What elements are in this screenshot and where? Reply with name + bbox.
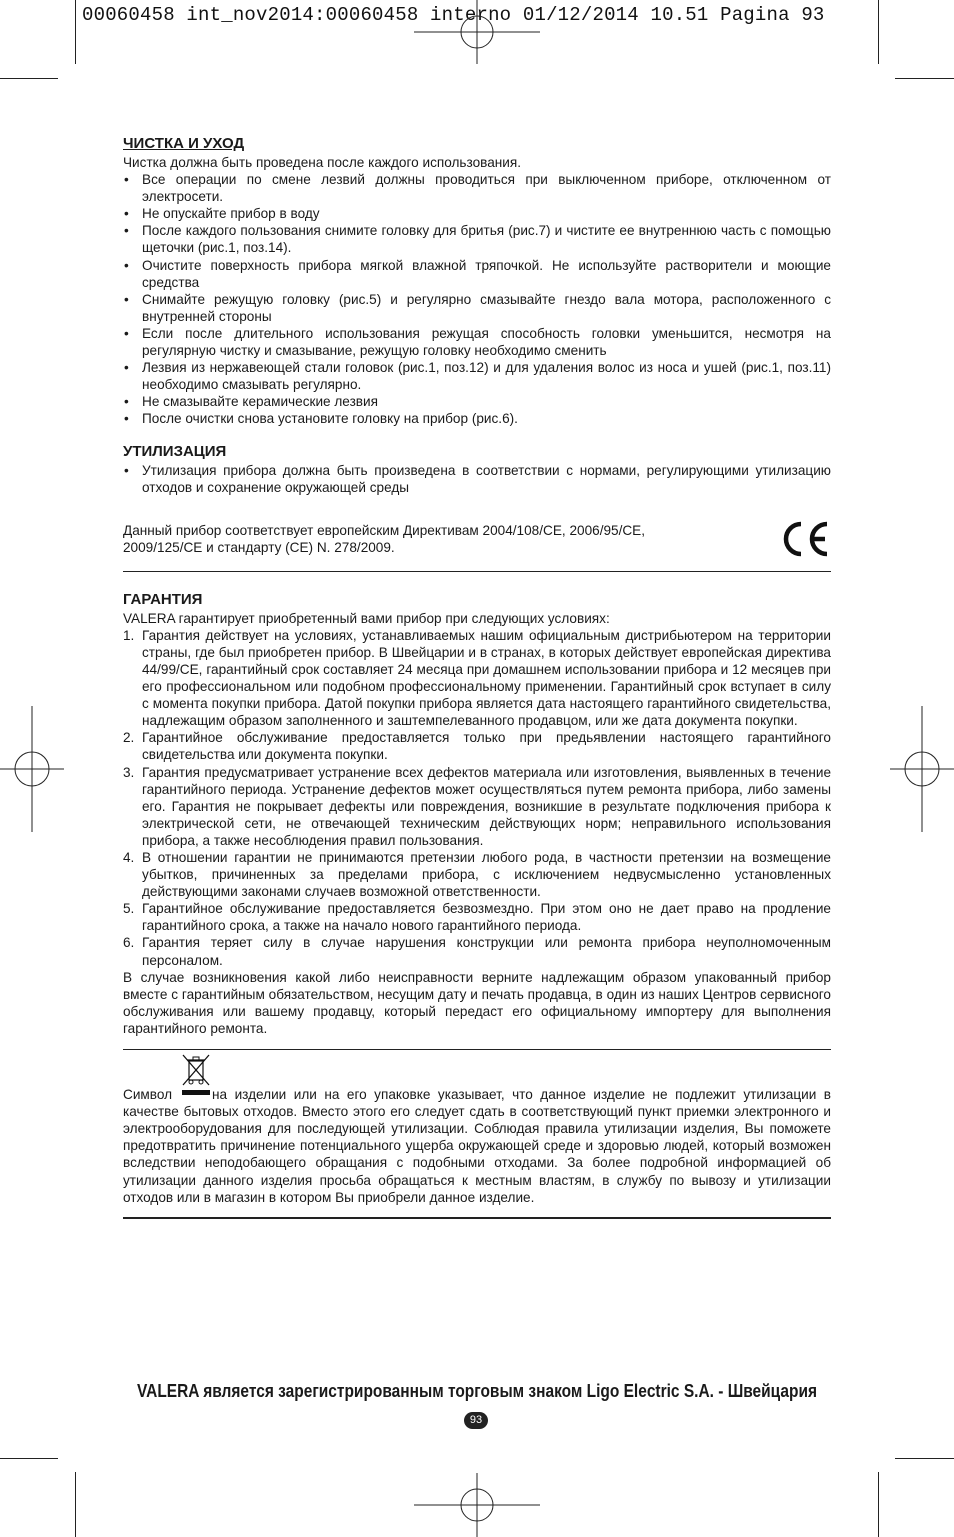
registration-mark-left bbox=[0, 706, 64, 832]
cleaning-item: • Все операции по смене лезвий должны проводиться при выключенном приборе, отключенном от электросети. bbox=[123, 171, 831, 205]
crossed-out-bin-icon bbox=[180, 1052, 212, 1096]
crop-mark-bottom-left-v bbox=[75, 1472, 76, 1537]
crop-mark-top-right-v bbox=[878, 0, 879, 64]
page-content bbox=[123, 134, 831, 1219]
cleaning-intro: Чистка должна быть проведена после каждого использования. bbox=[123, 155, 522, 170]
crop-mark-top-right-h bbox=[895, 78, 954, 79]
cleaning-list bbox=[123, 171, 831, 427]
warranty-item-text: Гарантия теряет силу в случае нарушения конструкции или ремонта прибора неуполномоченным персоналом. bbox=[142, 935, 831, 968]
disposal-section bbox=[123, 442, 831, 496]
disposal-title: УТИЛИЗАЦИЯ bbox=[123, 442, 227, 460]
warranty-item-text: Гарантийное обслуживание предоставляется безвозмездно. При этом оно не дает право на продление гарантийного срока, а также на начало нового гарантийного периода. bbox=[142, 901, 831, 934]
crop-mark-bottom-right-h bbox=[895, 1458, 954, 1459]
registration-mark-right bbox=[890, 706, 954, 832]
warranty-section bbox=[123, 590, 831, 1037]
crop-mark-top-left-v bbox=[75, 0, 76, 64]
cleaning-item: • Если после длительного использования режущая способность головки уменьшится, несмотря на регулярную чистку и смазывание, режущую головку необходимо сменить bbox=[123, 325, 831, 359]
warranty-item-number: 2. bbox=[123, 730, 135, 746]
cleaning-item: • Не смазывайте керамические лезвия bbox=[123, 393, 831, 410]
page-number-badge: 93 bbox=[464, 1412, 488, 1429]
warranty-item-number: 1. bbox=[123, 627, 135, 643]
warranty-item-text: Гарантия действует на условиях, устанавливаемых нашим официальным дистрибьютером на территории страны, где был приобретен прибор. В Швейцарии и в странах, в которых действует европейская директива 44/99/CE, гарантийный срок составляет 24 месяца при домашнем использовании прибора и 12 месяцев при его профессиональном или подобном профессиональному применении. Гарантийный срок вступает в силу с момента покупки прибора. Датой покупки прибора является дата настоящего гарантийного свидетельства, надлежащим образом заполненного и заштемпелеванного продавцом, или же дата документа покупки. bbox=[142, 627, 831, 729]
warranty-title: ГАРАНТИЯ bbox=[123, 590, 203, 608]
warranty-closing: В случае возникновения какой либо неисправности верните надлежащим образом упакованный прибор вместе с гарантийным обязательством, несущим дату и печать продавца, в один из наших Центров сервисного обслуживания или вашему продавцу, который передаст его официальному импортеру для выполнения гарантийного ремонта. bbox=[123, 969, 831, 1036]
warranty-item bbox=[123, 849, 831, 900]
warranty-item bbox=[123, 764, 831, 849]
ce-statement: Данный прибор соответствует европейским Директивам 2004/108/CE, 2006/95/CE, 2009/125/CE и стандарту (CE) N. 278/2009. bbox=[123, 522, 646, 555]
warranty-list bbox=[123, 627, 831, 969]
warranty-item-text: В отношении гарантии не принимаются претензии любого рода, в частности претензии на возмещение убытков, причиненных за пределами прибора, с исключением недвусмысленно установленных действующими законами случаев возможной ответственности. bbox=[142, 850, 831, 900]
section-divider-bottom bbox=[123, 1217, 831, 1219]
cleaning-item: • Лезвия из нержавеющей стали головок (рис.1, поз.12) и для удаления волос из носа и ушей (рис.1, поз.11) необходимо смазывать регулярно. bbox=[123, 359, 831, 393]
crop-mark-top-left-h bbox=[0, 78, 58, 79]
weee-section bbox=[123, 1086, 831, 1206]
cleaning-item: • После каждого пользования снимите головку для бритья (рис.7) и чистите ее внутреннюю часть с помощью щеточки (рис.1, поз.14). bbox=[123, 222, 831, 256]
weee-body: на изделии или на его упаковке указывает, что данное изделие не подлежит утилизации в качестве бытовых отходов. Вместо этого его следует сдать в соответствующий пункт приемки электронного и электрооборудования для последующей утилизации. Соблюдая правила утилизации изделия, Вы поможете предотвратить причинение потенциального ущерба окружающей среде и здоровью людей, который возможен вследствии неподобающего обращания с подобными отходами. За более подробной информацией об утилизации данного изделия просьба обращаться к местным властям, в службу по вывозу и утилизации отходов или в магазин в котором Вы приобрели данное изделие. bbox=[123, 1087, 831, 1205]
weee-text bbox=[123, 1086, 831, 1206]
registration-mark-top bbox=[414, 0, 540, 64]
warranty-item-number: 5. bbox=[123, 901, 135, 917]
print-slug: 00060458 int_nov2014:00060458 interno 01/12/2014 10.51 Pagina 93 bbox=[82, 4, 825, 26]
registration-mark-bottom bbox=[414, 1473, 540, 1537]
ce-compliance bbox=[123, 520, 831, 558]
disposal-item: • Утилизация прибора должна быть произведена в соответствии с нормами, регулирующими утилизацию отходов и сохранение окружающей среды bbox=[123, 462, 831, 496]
warranty-item bbox=[123, 900, 831, 934]
warranty-item bbox=[123, 627, 831, 730]
warranty-intro: VALERA гарантирует приобретенный вами прибор при следующих условиях: bbox=[123, 610, 610, 626]
cleaning-item: • Снимайте режущую головку (рис.5) и регулярно смазывайте гнездо вала мотора, расположенного с внутренней стороны bbox=[123, 291, 831, 325]
cleaning-item: • Очистите поверхность прибора мягкой влажной тряпочкой. Не используйте растворители и моющие средства bbox=[123, 257, 831, 291]
cleaning-item: • Не опускайте прибор в воду bbox=[123, 205, 831, 222]
warranty-item-number: 6. bbox=[123, 935, 135, 951]
weee-prefix: Символ bbox=[123, 1087, 173, 1103]
crop-mark-bottom-right-v bbox=[878, 1472, 879, 1537]
warranty-item bbox=[123, 934, 831, 968]
warranty-item-text: Гарантийное обслуживание предоставляется только при предьявлении настоящего гарантийного свидетельства или документа покупки. bbox=[142, 730, 831, 763]
warranty-item bbox=[123, 729, 831, 763]
warranty-item-number: 3. bbox=[123, 764, 135, 780]
section-divider bbox=[123, 1049, 831, 1050]
cleaning-title: ЧИСТКА И УХОД bbox=[123, 135, 245, 152]
cleaning-item: • После очистки снова установите головку на прибор (рис.6). bbox=[123, 410, 831, 427]
crop-mark-bottom-left-h bbox=[0, 1458, 58, 1459]
trademark-notice: VALERA является зарегистрированным торговым знаком Ligo Electric S.A. - Швейцария bbox=[136, 1381, 818, 1401]
cleaning-section bbox=[123, 134, 831, 428]
warranty-item-number: 4. bbox=[123, 850, 135, 865]
warranty-item-text: Гарантия предусматривает устранение всех дефектов материала или изготовления, выявленных в течение гарантийного периода. Устранение дефектов может осуществляться путем ремонта прибора, либо замены его. Гарантия не покрывает дефекты или повреждения, возникшие в результате подключения прибора к электрической сети, не отвечающей техническим действующих норм; неправильного использования прибора, а также несоблюдения правил пользования. bbox=[142, 764, 831, 848]
section-divider bbox=[123, 571, 831, 572]
ce-mark-icon bbox=[779, 520, 831, 558]
disposal-list bbox=[123, 462, 831, 496]
